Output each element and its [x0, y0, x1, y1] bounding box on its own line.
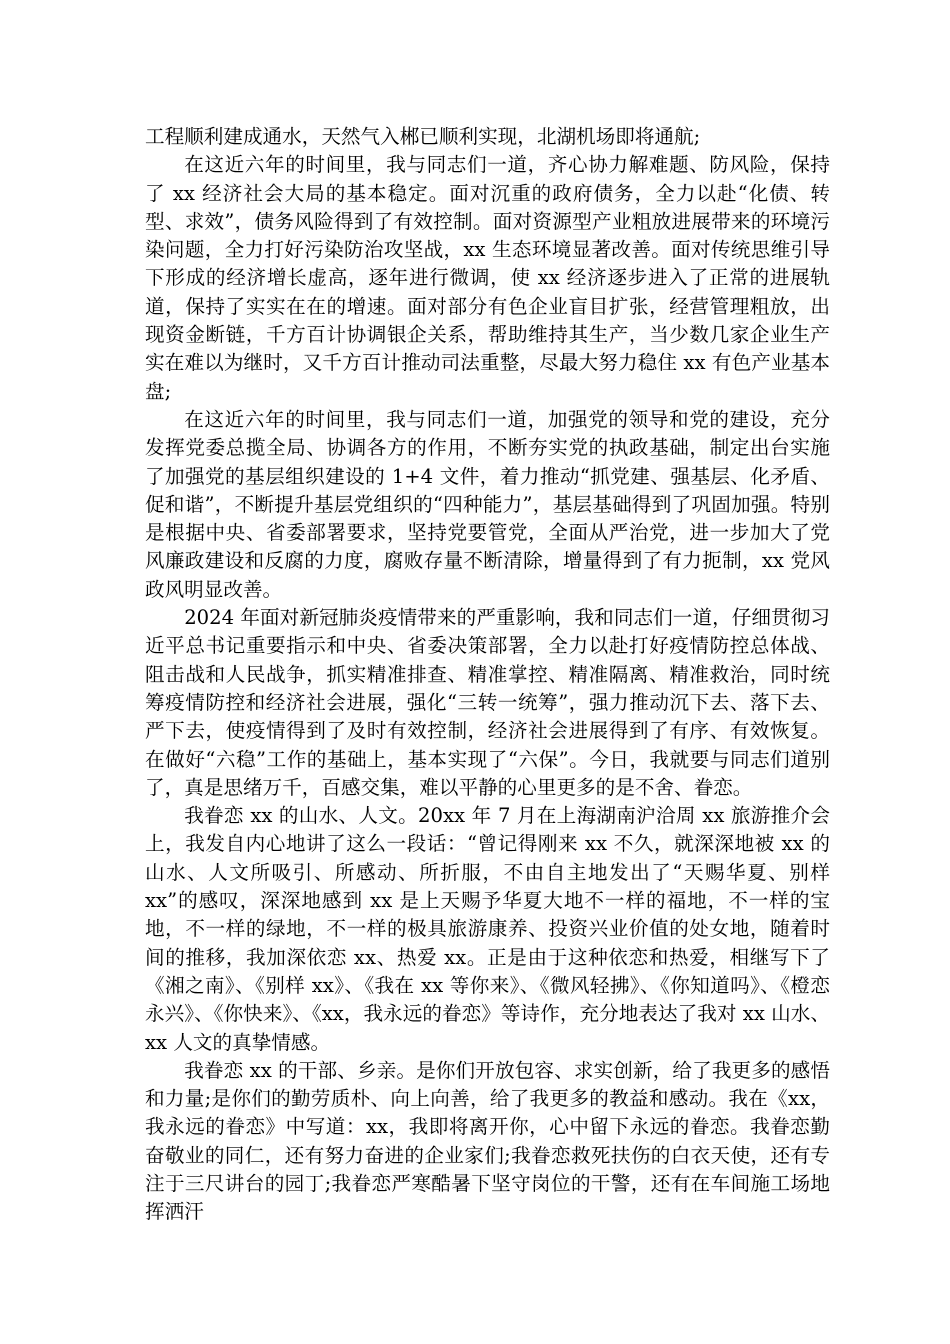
paragraph-2: 在这近六年的时间里，我与同志们一道，齐心协力解难题、防风险，保持了 xx 经济社会大局的基本稳定。面对沉重的政府债务，全力以赴“化债、转型、求效”，债务风险得到了有效控制。面对资源型产业粗放进展带来的环境污染问题，全力打好污染防治攻坚战，xx 生态环境显著改善。面对传统思维引导下形成的经济增长虚高，逐年进行微调，使 xx 经济逐步进入了正常的进展轨道，保持了实实在在的增速。面对部分有色企业盲目扩张，经营管理粗放，出现资金断链，千方百计协调银企关系，帮助维持其生产，当少数几家企业生产实在难以为继时，又千方百计推动司法重整，尽最大努力稳住 xx 有色产业基本盘;	[145, 153, 830, 403]
paragraph-3: 在这近六年的时间里，我与同志们一道，加强党的领导和党的建设，充分发挥党委总揽全局、协调各方的作用，不断夯实党的执政基础，制定出台实施了加强党的基层组织建设的 1+4 文件，着力推动“抓党建、强基层、化矛盾、促和谐”，不断提升基层党组织的“四种能力”，基层基础得到了巩固加强。特别是根据中央、省委部署要求，坚持党要管党，全面从严治党，进一步加大了党风廉政建设和反腐的力度，腐败存量不断清除，增量得到了有力扼制，xx 党风政风明显改善。	[145, 407, 830, 601]
paragraph-4: 2024 年面对新冠肺炎疫情带来的严重影响，我和同志们一道，仔细贯彻习近平总书记重要指示和中央、省委决策部署，全力以赴打好疫情防控总体战、阻击战和人民战争，抓实精准排查、精准掌控、精准隔离、精准救治，同时统筹疫情防控和经济社会进展，强化“三转一统筹”，强力推动沉下去、落下去、严下去，使疫情得到了及时有效控制，经济社会进展得到了有序、有效恢复。在做好“六稳”工作的基础上，基本实现了“六保”。今日，我就要与同志们道别了，真是思绪万千，百感交集，难以平静的心里更多的是不舍、眷恋。	[145, 606, 830, 799]
paragraph-5: 我眷恋 xx 的山水、人文。20xx 年 7 月在上海湖南沪洽周 xx 旅游推介会上，我发自内心地讲了这么一段话：“曾记得刚来 xx 不久，就深深地被 xx 的山水、人文所吸引、所感动、所折服，不由自主地发出了“天赐华夏、别样 xx”的感叹，深深地感到 xx 是上天赐予华夏大地不一样的福地，不一样的宝地，不一样的绿地，不一样的极具旅游康养、投资兴业价值的处女地，随着时间的推移，我加深依恋 xx、热爱 xx。正是由于这种依恋和热爱，相继写下了《湘之南》、《别样 xx》、《我在 xx 等你来》、《微风轻拂》、《你知道吗》、《橙恋永兴》、《你快来》、《xx，我永远的眷恋》等诗作，充分地表达了我对 xx 山水、xx 人文的真挚情感。	[145, 804, 830, 1054]
paragraph-6: 我眷恋 xx 的干部、乡亲。是你们开放包容、求实创新，给了我更多的感悟和力量;是你们的勤劳质朴、向上向善，给了我更多的教益和感动。我在《xx，我永远的眷恋》中写道：xx，我即将离开你，心中留下永远的眷恋。我眷恋勤奋敬业的同仁，还有努力奋进的企业家们;我眷恋救死扶伤的白衣天使，还有专注于三尺讲台的园丁;我眷恋严寒酷暑下坚守岗位的干警，还有在车间施工场地挥洒汗	[145, 1058, 830, 1224]
paragraph-1: 工程顺利建成通水，天然气入郴已顺利实现，北湖机场即将通航;	[145, 125, 701, 148]
document-body	[145, 123, 830, 1227]
